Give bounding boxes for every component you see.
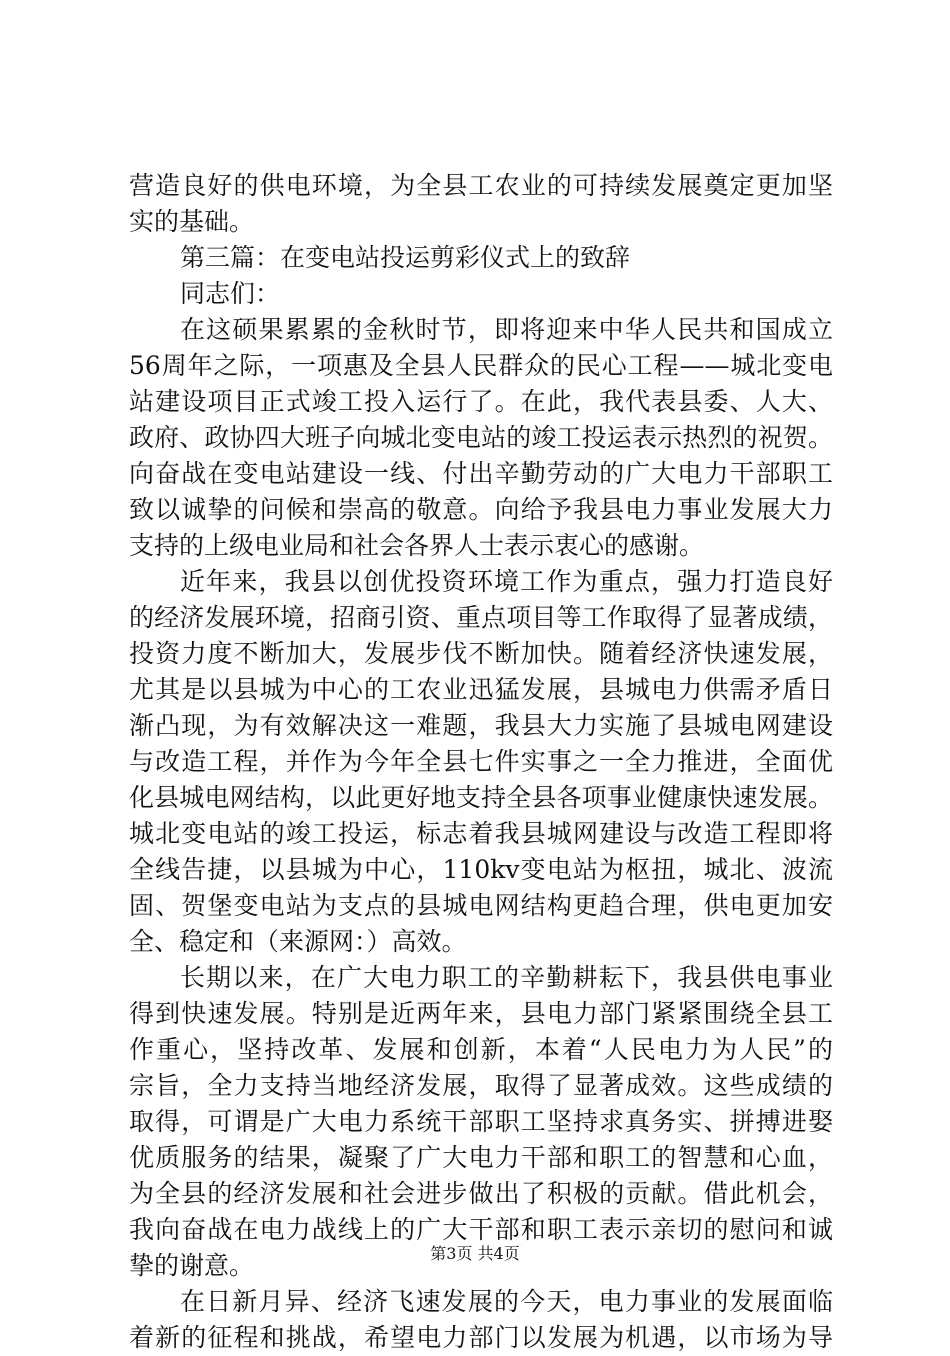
text-line: 在这硕果累累的金秋时节，即将迎来中华人民共和国成立 bbox=[180, 315, 833, 344]
text-line: 化县城电网结构，以此更好地支持全县各项事业健康快速发展。 bbox=[129, 783, 833, 812]
text-line: 投资力度不断加大，发展步伐不断加快。随着经济快速发展， bbox=[129, 639, 833, 668]
text-line: 固、贺堡变电站为支点的县城电网结构更趋合理，供电更加安 bbox=[129, 891, 833, 920]
text-line: 第三篇：在变电站投运剪彩仪式上的致辞 bbox=[180, 243, 631, 272]
text-line: 近年来，我县以创优投资环境工作为重点，强力打造良好 bbox=[180, 567, 833, 596]
text-line: 我向奋战在电力战线上的广大干部和职工表示亲切的慰问和诚 bbox=[129, 1215, 833, 1244]
text-line: 长期以来，在广大电力职工的辛勤耕耘下，我县供电事业 bbox=[180, 963, 833, 992]
text-line: 的经济发展环境，招商引资、重点项目等工作取得了显著成绩， bbox=[129, 603, 833, 632]
text-line: 站建设项目正式竣工投入运行了。在此，我代表县委、人大、 bbox=[129, 387, 833, 416]
text-line: 实的基础。 bbox=[129, 207, 255, 236]
page-footer: 第3页 共4页 bbox=[430, 1244, 520, 1263]
text-line: 支持的上级电业局和社会各界人士表示衷心的感谢。 bbox=[129, 531, 705, 560]
text-line: 政府、政协四大班子向城北变电站的竣工投运表示热烈的祝贺。 bbox=[129, 423, 833, 452]
text-line: 城北变电站的竣工投运，标志着我县城网建设与改造工程即将 bbox=[129, 819, 833, 848]
text-line: 得到快速发展。特别是近两年来，县电力部门紧紧围绕全县工 bbox=[129, 999, 833, 1028]
text-line: 优质服务的结果，凝聚了广大电力干部和职工的智慧和心血， bbox=[129, 1143, 833, 1172]
text-line: 尤其是以县城为中心的工农业迅猛发展，县城电力供需矛盾日 bbox=[129, 675, 833, 704]
text-line: 在日新月异、经济飞速发展的今天，电力事业的发展面临 bbox=[180, 1287, 833, 1316]
text-line: 挚的谢意。 bbox=[129, 1251, 255, 1280]
text-line: 与改造工程，并作为今年全县七件实事之一全力推进，全面优 bbox=[129, 747, 833, 776]
document-body bbox=[129, 168, 833, 1356]
text-line: 致以诚挚的问候和崇高的敬意。向给予我县电力事业发展大力 bbox=[129, 495, 833, 524]
text-line: 着新的征程和挑战，希望电力部门以发展为机遇，以市场为导 bbox=[129, 1323, 833, 1352]
text-line: 全、稳定和（来源网：）高效。 bbox=[129, 927, 467, 956]
text-line: 营造良好的供电环境，为全县工农业的可持续发展奠定更加坚 bbox=[129, 171, 833, 200]
text-line: 宗旨，全力支持当地经济发展，取得了显著成效。这些成绩的 bbox=[129, 1071, 833, 1100]
text-line: 取得，可谓是广大电力系统干部职工坚持求真务实、拼搏进娶 bbox=[129, 1107, 833, 1136]
text-line: 56周年之际，一项惠及全县人民群众的民心工程——城北变电 bbox=[129, 351, 833, 380]
text-line: 作重心，坚持改革、发展和创新，本着“人民电力为人民”的 bbox=[129, 1035, 833, 1064]
text-line: 渐凸现，为有效解决这一难题，我县大力实施了县城电网建设 bbox=[129, 711, 833, 740]
text-line: 同志们： bbox=[180, 279, 281, 308]
text-line: 全线告捷，以县城为中心，110kv变电站为枢扭，城北、波流 bbox=[129, 855, 833, 884]
text-line: 为全县的经济发展和社会进步做出了积极的贡献。借此机会， bbox=[129, 1179, 833, 1208]
text-line: 向奋战在变电站建设一线、付出辛勤劳动的广大电力干部职工 bbox=[129, 459, 833, 488]
